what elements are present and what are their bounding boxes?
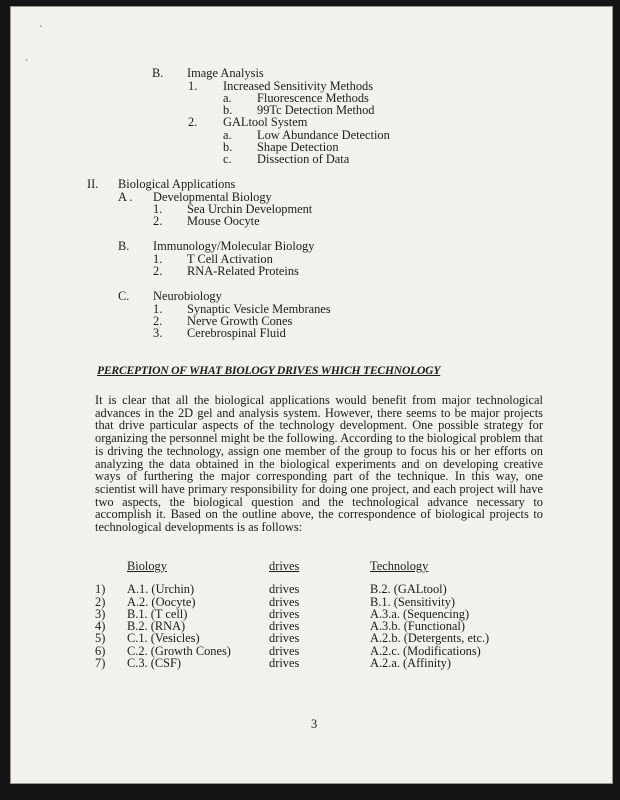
page-number: 3 [311,717,318,731]
stray-mark: ` [25,59,29,70]
outline-b2a-letter: a. [223,128,232,142]
row-technology: A.2.a. (Affinity) [370,656,451,670]
outline-b1b-letter: b. [223,103,233,117]
outline-iic3-num: 3. [153,326,163,340]
outline-iic1-text: Synaptic Vesicle Membranes [187,302,331,316]
outline-iib2-text: RNA-Related Proteins [187,264,299,278]
row-number: 6) [95,644,106,658]
outline-b-letter: B. [152,66,164,80]
row-technology: A.2.b. (Detergents, etc.) [370,631,490,645]
row-drives: drives [269,582,300,596]
row-biology: C.2. (Growth Cones) [127,644,231,658]
row-biology: B.1. (T cell) [127,607,188,621]
outline-b1-title: Increased Sensitivity Methods [223,79,374,93]
outline-b1b-text: 99Tc Detection Method [257,103,375,117]
row-technology: A.3.b. (Functional) [370,619,465,633]
table-header-technology: Technology [370,559,429,573]
outline-iia2-text: Mouse Oocyte [187,214,260,228]
row-drives: drives [269,595,300,609]
document-page [10,6,613,784]
outline-iia2-num: 2. [153,214,163,228]
row-technology: B.1. (Sensitivity) [370,595,456,609]
row-technology: A.3.a. (Sequencing) [370,607,470,621]
outline-b2c-letter: c. [223,152,232,166]
outline-b1a-text: Fluorescence Methods [257,91,369,105]
body-paragraph: It is clear that all the biological applications would benefit from major technological advances in the 2D gel and analysis system. However, there seems to be major projects that drive particular aspects of the technology development. One possible strategy for organizing the personnel might be the following. According to the biological problem that is driving the technology, assign one member of the group to focus his or her efforts on analyzing the data obtained in the biological experiments and on developing creative ways of furthering the major corresponding part of the technique. In this way, one scientist will have primary responsibility for doing one project, and each project will have two aspects, the biological question and the technological advance necessary to accomplish it. Based on the outline above, the correspondence of biological projects to technological developments is as follows: [95,393,543,535]
row-drives: drives [269,619,300,633]
row-drives: drives [269,656,300,670]
outline-iib-letter: B. [118,239,130,253]
row-technology: A.2.c. (Modifications) [370,644,481,658]
row-number: 2) [95,595,106,609]
row-biology: C.1. (Vesicles) [127,631,200,645]
outline-iic2-num: 2. [153,314,163,328]
row-number: 3) [95,607,106,621]
row-biology: A.2. (Oocyte) [127,595,196,609]
outline-iic3-text: Cerebrospinal Fluid [187,326,286,340]
outline-iia-letter: A . [118,190,133,204]
row-drives: drives [269,631,300,645]
outline-iia1-text: Sea Urchin Development [187,202,313,216]
row-number: 1) [95,582,106,596]
row-biology: B.2. (RNA) [127,619,186,633]
outline-b1a-letter: a. [223,91,232,105]
outline-iia-title: Developmental Biology [153,190,272,204]
section-heading: PERCEPTION OF WHAT BIOLOGY DRIVES WHICH TECHNOLOGY [97,364,441,377]
outline-iib1-text: T Cell Activation [187,252,273,266]
outline-iib-title: Immunology/Molecular Biology [153,239,315,253]
row-drives: drives [269,607,300,621]
outline-b2a-text: Low Abundance Detection [257,128,390,142]
outline-iic-title: Neurobiology [153,289,222,303]
outline-iia1-num: 1. [153,202,163,216]
row-biology: C.3. (CSF) [127,656,182,670]
row-number: 4) [95,619,106,633]
outline-b2-num: 2. [188,115,198,129]
outline-b1-num: 1. [188,79,198,93]
outline-iib1-num: 1. [153,252,163,266]
table-header-drives: drives [269,559,300,573]
outline-ii-numeral: II. [87,177,99,191]
row-number: 5) [95,631,106,645]
outline-b2b-text: Shape Detection [257,140,339,154]
table-header-biology: Biology [127,559,167,573]
outline-iic-letter: C. [118,289,130,303]
outline-iib2-num: 2. [153,264,163,278]
outline-ii-title: Biological Applications [118,177,236,191]
outline-b2c-text: Dissection of Data [257,152,350,166]
row-biology: A.1. (Urchin) [127,582,195,596]
row-drives: drives [269,644,300,658]
stray-mark: ` [39,25,43,36]
outline-b-title: Image Analysis [187,66,264,80]
outline-b2-title: GALtool System [223,115,308,129]
outline-iic1-num: 1. [153,302,163,316]
outline-b2b-letter: b. [223,140,233,154]
row-technology: B.2. (GALtool) [370,582,447,596]
outline-iic2-text: Nerve Growth Cones [187,314,293,328]
row-number: 7) [95,656,106,670]
